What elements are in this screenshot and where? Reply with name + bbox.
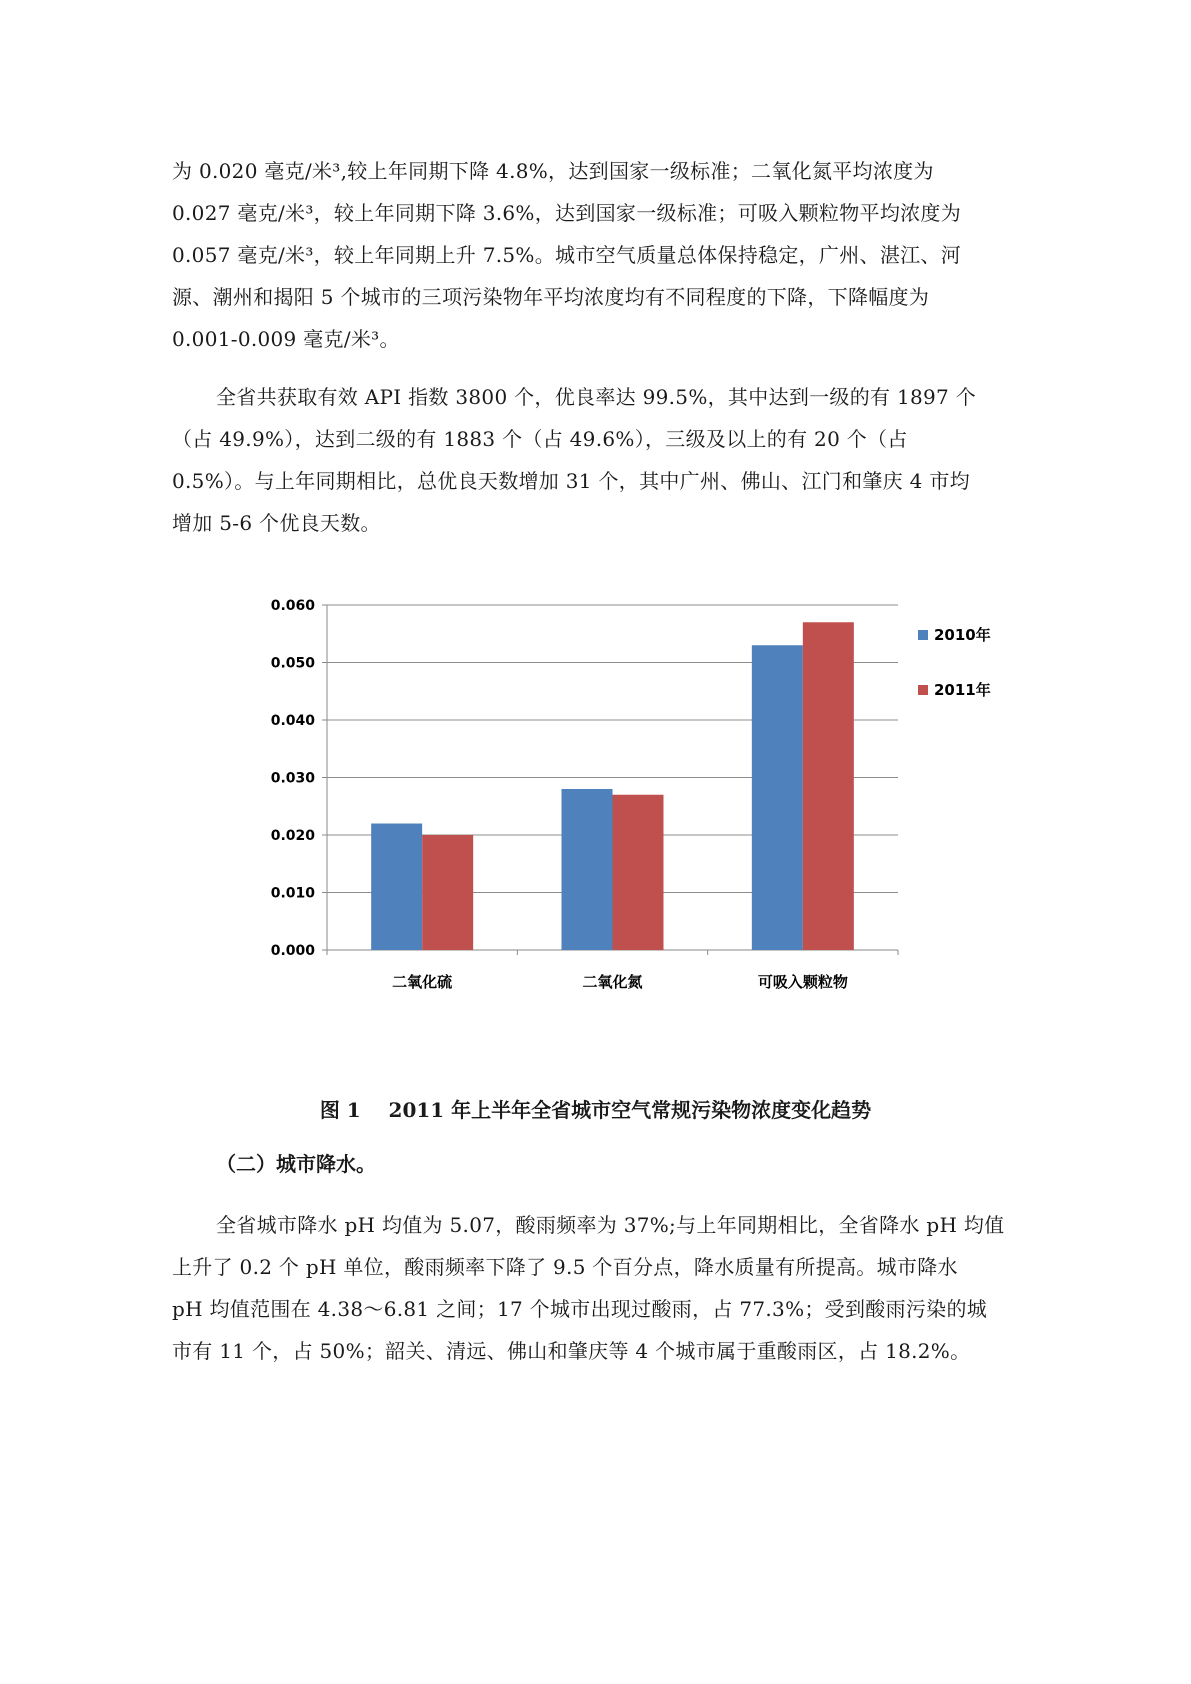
text-line: 市有 11 个，占 50%；韶关、清远、佛山和肇庆等 4 个城市属于重酸雨区，占 18.2%。	[172, 1339, 971, 1363]
bar	[422, 835, 473, 950]
text-line: 增加 5-6 个优良天数。	[172, 511, 381, 535]
bar	[613, 795, 664, 950]
bar	[803, 622, 854, 950]
y-tick-label: 0.040	[270, 713, 315, 729]
text-line: 源、潮州和揭阳 5 个城市的三项污染物年平均浓度均有不同程度的下降，下降幅度为	[172, 285, 930, 309]
bar	[371, 824, 422, 951]
y-tick-label: 0.050	[270, 655, 315, 672]
text-line: 全省共获取有效 API 指数 3800 个，优良率达 99.5%，其中达到一级的有 1897 个	[216, 385, 977, 409]
y-tick-label: 0.020	[270, 828, 315, 844]
text-line: 上升了 0.2 个 pH 单位，酸雨频率下降了 9.5 个百分点，降水质量有所提高。城市降水	[172, 1255, 958, 1279]
x-category-label: 二氧化氮	[582, 973, 643, 991]
paragraph-api-index	[172, 376, 1034, 544]
pollutant-bar-chart	[250, 582, 1030, 1022]
legend-label: 2010年	[934, 626, 991, 644]
text-line: 0.001-0.009 毫克/米³。	[172, 327, 400, 351]
chart-svg	[250, 582, 1030, 1022]
y-tick-label: 0.030	[270, 770, 315, 787]
text-line: 0.027 毫克/米³，较上年同期下降 3.6%，达到国家一级标准；可吸入颗粒物平均浓度为	[172, 201, 962, 225]
text-line: pH 均值范围在 4.38～6.81 之间；17 个城市出现过酸雨，占 77.3%；受到酸雨污染的城	[172, 1297, 988, 1321]
y-tick-label: 0.000	[270, 943, 315, 959]
text-line: 为 0.020 毫克/米³,较上年同期下降 4.8%，达到国家一级标准；二氧化氮平均浓度为	[172, 159, 934, 183]
bar	[562, 789, 613, 950]
text-line: （占 49.9%），达到二级的有 1883 个（占 49.6%），三级及以上的有 20 个（占	[172, 427, 908, 451]
x-category-label: 二氧化硫	[392, 973, 453, 991]
y-tick-label: 0.060	[270, 598, 315, 614]
figure-caption: 图 1 2011 年上半年全省城市空气常规污染物浓度变化趋势	[319, 1098, 872, 1122]
text-line: 0.5%）。与上年同期相比，总优良天数增加 31 个，其中广州、佛山、江门和肇庆 4 市均	[172, 469, 970, 493]
text-line: 0.057 毫克/米³，较上年同期上升 7.5%。城市空气质量总体保持稳定，广州、湛江、河	[172, 243, 962, 267]
section-heading: （二）城市降水。	[216, 1152, 376, 1176]
x-category-label: 可吸入颗粒物	[757, 973, 848, 991]
paragraph-precipitation	[172, 1204, 1034, 1372]
legend-label: 2011年	[934, 681, 991, 699]
paragraph-air-concentrations	[172, 150, 1034, 360]
chart-legend	[918, 626, 991, 699]
y-tick-label: 0.010	[270, 885, 315, 902]
chart-bars	[371, 622, 854, 950]
legend-swatch	[918, 685, 928, 695]
bar	[752, 645, 803, 950]
text-line: 全省城市降水 pH 均值为 5.07，酸雨频率为 37%;与上年同期相比，全省降水 pH 均值	[216, 1213, 1005, 1237]
legend-swatch	[918, 630, 928, 640]
